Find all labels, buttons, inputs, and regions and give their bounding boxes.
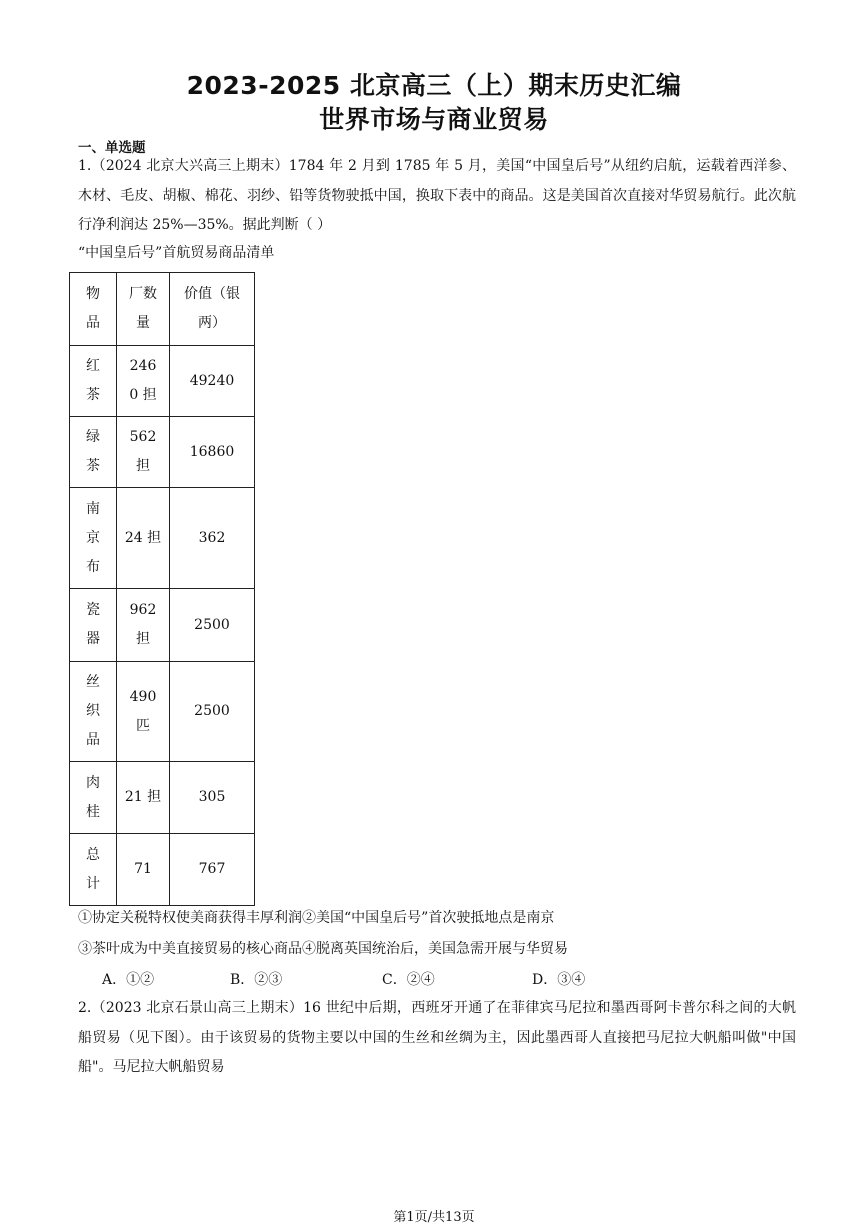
- document-title: 2023-2025 北京高三（上）期末历史汇编: [186, 71, 682, 100]
- statements-line-1: ①协定关税特权使美商获得丰厚利润②美国“中国皇后号”首次驶抵地点是南京: [78, 910, 555, 926]
- goods-table: [69, 272, 255, 906]
- table-row: [70, 417, 255, 488]
- table-row: [70, 488, 255, 589]
- cell-value: 2500: [170, 662, 255, 762]
- cell-quantity: 562 担: [129, 429, 157, 474]
- section-heading: 一、单选题: [78, 140, 146, 156]
- cell-item: 红茶: [86, 358, 100, 403]
- table-row: [70, 662, 255, 762]
- cell-quantity: 21 担: [117, 762, 170, 834]
- cell-quantity: 2460 担: [129, 358, 157, 403]
- option-d[interactable]: D．③④: [532, 972, 586, 988]
- document-subtitle: 世界市场与商业贸易: [319, 105, 549, 134]
- question-2-text: 2.（2023 北京石景山高三上期末）16 世纪中后期，西班牙开通了在菲律宾马尼拉和墨西哥阿卡普尔科之间的大帆船贸易（见下图）。由于该贸易的货物主要以中国的生丝和丝绸为主，因此墨西哥人直接把马尼拉大帆船叫做"中国船"。马尼拉大帆船贸易: [78, 1000, 796, 1075]
- cell-value: 16860: [170, 417, 255, 488]
- table-row: [70, 589, 255, 662]
- cell-quantity: 24 担: [117, 488, 170, 589]
- table-caption: “中国皇后号”首航贸易商品清单: [78, 245, 275, 261]
- cell-value: 362: [170, 488, 255, 589]
- option-c[interactable]: C．②④: [382, 972, 435, 988]
- header-item: 物品: [70, 273, 117, 346]
- cell-value: 305: [170, 762, 255, 834]
- header-value: 价值（银两）: [170, 273, 255, 346]
- cell-item: 丝织品: [86, 674, 100, 748]
- cell-quantity: 71: [117, 834, 170, 906]
- option-b[interactable]: B．②③: [230, 972, 283, 988]
- cell-item: 绿茶: [86, 429, 100, 474]
- cell-value: 2500: [170, 589, 255, 662]
- cell-item: 总计: [86, 846, 100, 892]
- cell-quantity: 490 匹: [129, 688, 157, 734]
- page-footer: 第1页/共13页: [393, 1210, 475, 1225]
- table-row: [70, 762, 255, 834]
- header-quantity: 厂数量: [117, 273, 170, 346]
- cell-quantity: 962 担: [129, 602, 157, 647]
- cell-item: 瓷器: [86, 602, 100, 647]
- statements-line-2: ③茶叶成为中美直接贸易的核心商品④脱离英国统治后，美国急需开展与华贸易: [78, 941, 568, 957]
- table-row: [70, 346, 255, 417]
- cell-value: 767: [170, 834, 255, 906]
- table-header-row: [70, 273, 255, 346]
- option-a[interactable]: A．①②: [102, 972, 155, 988]
- cell-item: 肉桂: [86, 774, 100, 820]
- cell-value: 49240: [170, 346, 255, 417]
- question-1-text: 1.（2024 北京大兴高三上期末）1784 年 2 月到 1785 年 5 月，美国“中国皇后号”从纽约启航，运载着西洋参、木材、毛皮、胡椒、棉花、羽纱、铅等货物驶抵中国，换取下表中的商品。这是美国首次直接对华贸易航行。此次航行净利润达 25%—35%。据此判断（ ）: [78, 158, 796, 233]
- cell-item: 南京布: [86, 500, 100, 575]
- table-row: [70, 834, 255, 906]
